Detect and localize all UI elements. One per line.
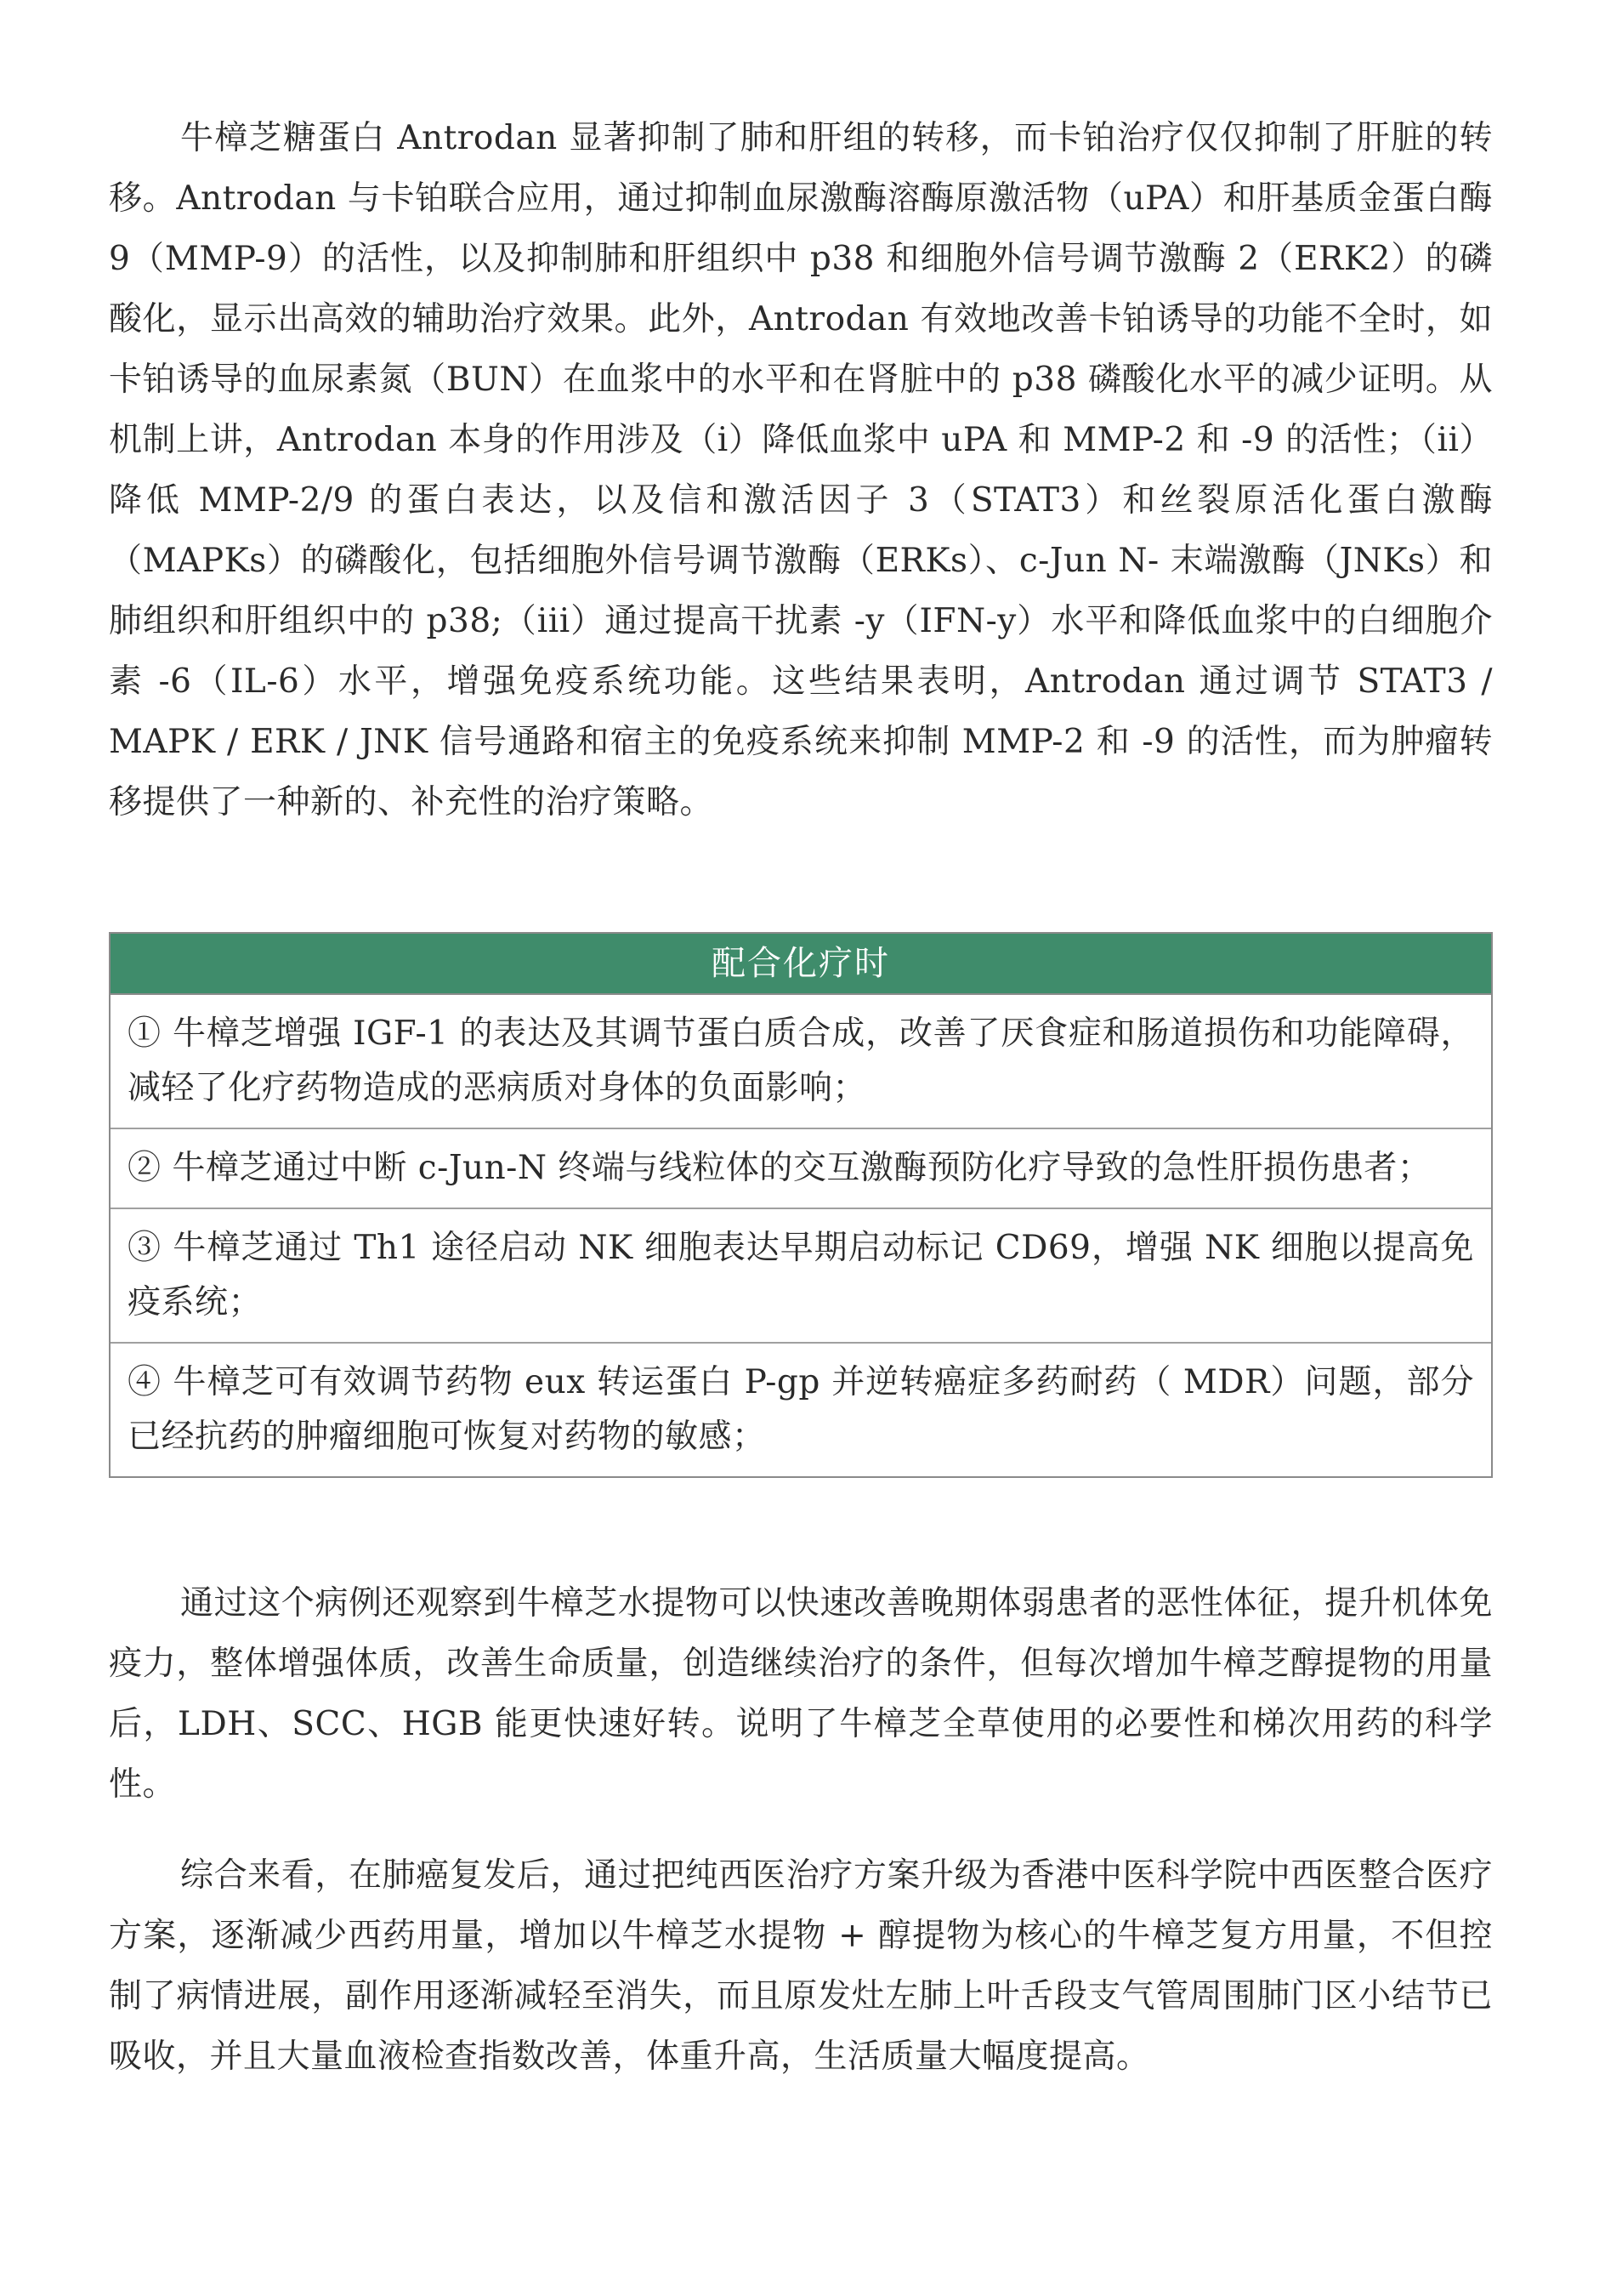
info-box-item-2: ② 牛樟芝通过中断 c-Jun-N 终端与线粒体的交互激酶预防化疗导致的急性肝损伤患者；: [111, 1129, 1491, 1209]
info-box-item-1: ① 牛樟芝增强 IGF-1 的表达及其调节蛋白质合成，改善了厌食症和肠道损伤和功能障碍，减轻了化疗药物造成的恶病质对身体的负面影响；: [111, 995, 1491, 1129]
info-box-title: 配合化疗时: [111, 934, 1491, 995]
paragraph-summary: 综合来看，在肺癌复发后，通过把纯西医治疗方案升级为香港中医科学院中西医整合医疗方案，逐渐减少西药用量，增加以牛樟芝水提物 + 醇提物为核心的牛樟芝复方用量，不但控制了病情进展，副作用逐渐减轻至消失，而且原发灶左肺上叶舌段支气管周围肺门区小结节已吸收，并且大量血液检查指数改善，体重升高，生活质量大幅度提高。: [109, 1856, 1493, 2076]
chemotherapy-info-box: [109, 932, 1493, 1478]
paragraph-antrodan-mechanism: 牛樟芝糖蛋白 Antrodan 显著抑制了肺和肝组的转移，而卡铂治疗仅仅抑制了肝脏的转移。Antrodan 与卡铂联合应用，通过抑制血尿激酶溶酶原激活物（uPA）和肝基质金蛋白酶 9（MMP-9）的活性，以及抑制肺和肝组织中 p38 和细胞外信号调节激酶 2（ERK2）的磷酸化，显示出高效的辅助治疗效果。此外，Antrodan 有效地改善卡铂诱导的功能不全时，如卡铂诱导的血尿素氮（BUN）在血浆中的水平和在肾脏中的 p38 磷酸化水平的减少证明。从机制上讲，Antrodan 本身的作用涉及（i）降低血浆中 uPA 和 MMP-2 和 -9 的活性；（ii）降低 MMP-2/9 的蛋白表达，以及信和激活因子 3（STAT3）和丝裂原活化蛋白激酶（MAPKs）的磷酸化，包括细胞外信号调节激酶（ERKs）、c-Jun N- 末端激酶（JNKs）和肺组织和肝组织中的 p38;（iii）通过提高干扰素 -y（IFN-y）水平和降低血浆中的白细胞介素 -6（IL-6）水平，增强免疫系统功能。这些结果表明，Antrodan 通过调节 STAT3 / MAPK / ERK / JNK 信号通路和宿主的免疫系统来抑制 MMP-2 和 -9 的活性，而为肿瘤转移提供了一种新的、补充性的治疗策略。: [109, 119, 1493, 821]
info-box-item-3: ③ 牛樟芝通过 Th1 途径启动 NK 细胞表达早期启动标记 CD69，增强 NK 细胞以提高免疫系统；: [111, 1209, 1491, 1344]
paragraph-case-observation: 通过这个病例还观察到牛樟芝水提物可以快速改善晚期体弱患者的恶性体征，提升机体免疫力，整体增强体质，改善生命质量，创造继续治疗的条件，但每次增加牛樟芝醇提物的用量后，LDH、SCC、HGB 能更快速好转。说明了牛樟芝全草使用的必要性和梯次用药的科学性。: [109, 1584, 1493, 1804]
info-box-item-4: ④ 牛樟芝可有效调节药物 eux 转运蛋白 P-gp 并逆转癌症多药耐药（ MDR）问题，部分已经抗药的肿瘤细胞可恢复对药物的敏感；: [128, 1363, 1474, 1456]
